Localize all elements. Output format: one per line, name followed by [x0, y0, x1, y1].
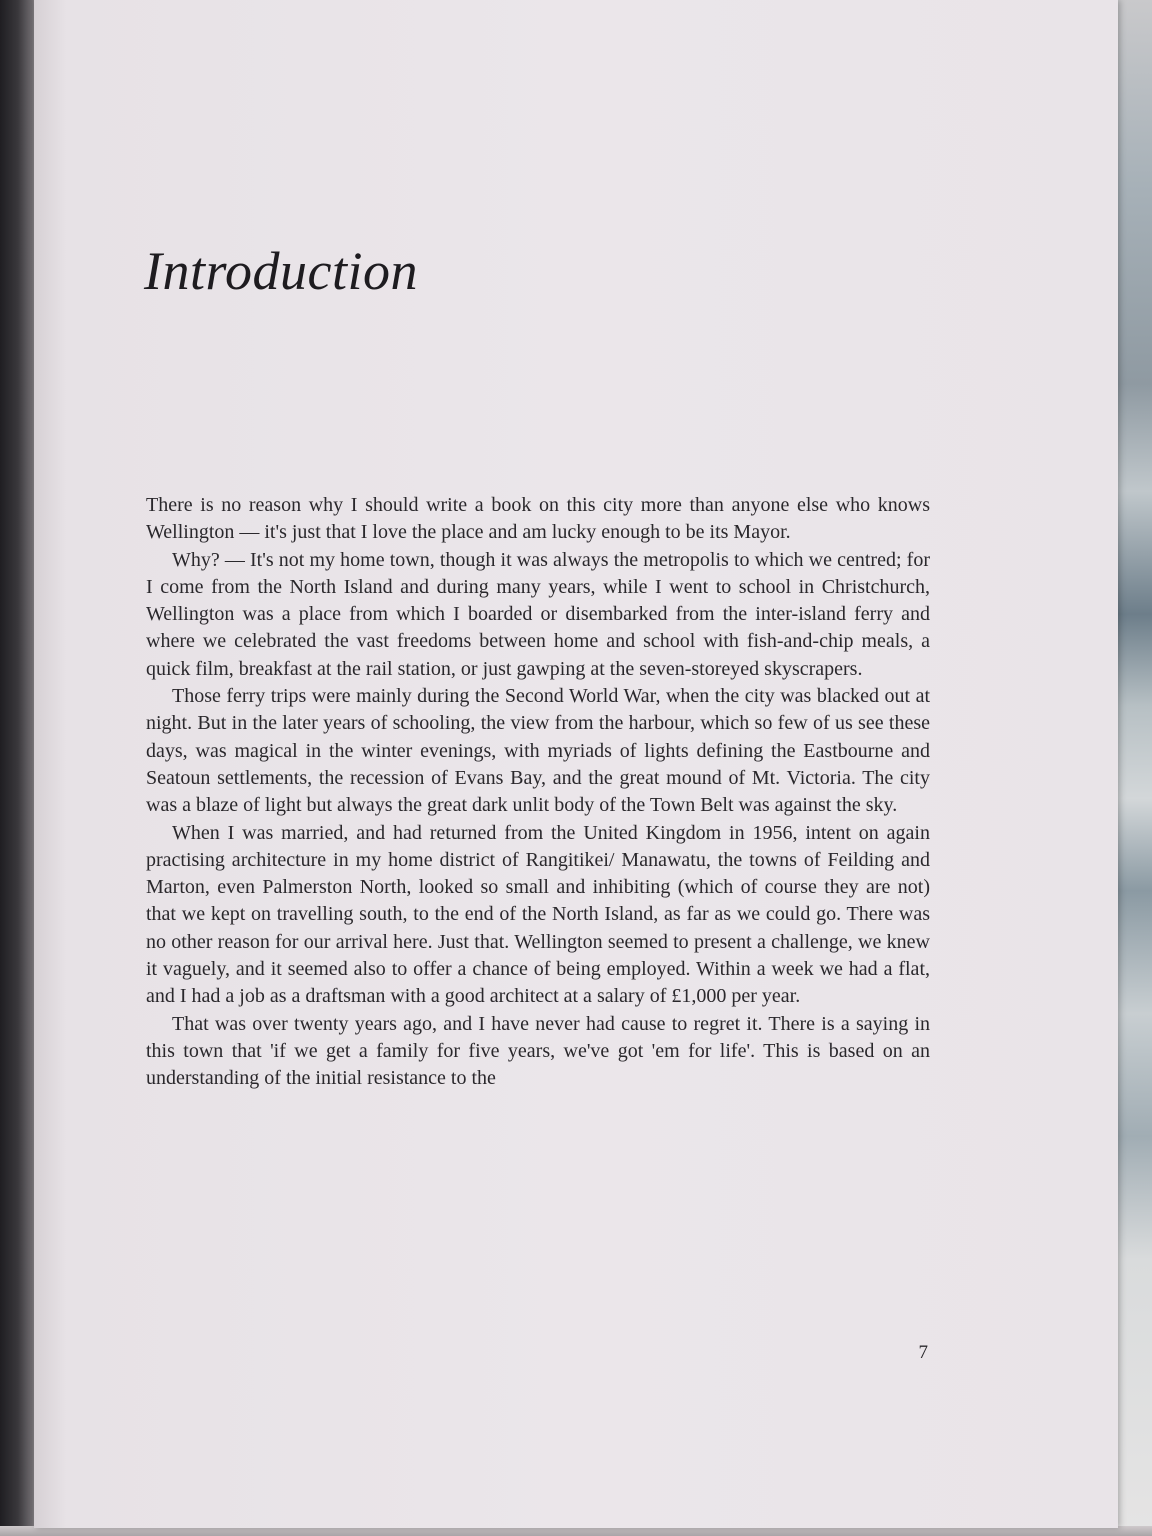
chapter-title: Introduction [144, 241, 418, 301]
paragraph: Why? — It's not my home town, though it was always the metropolis to which we centred; for I come from the North Island and during many years, while I went to school in Christchurch, Wellington was a place from which I boarded or disembarked from the inter-island ferry and where we celebrated the vast freedoms between home and school with fish-and-chip meals, a quick film, breakfast at the rail station, or just gawping at the seven-storeyed skyscrapers. [146, 548, 930, 680]
page-number: 7 [918, 1342, 928, 1363]
book-cover-edge [1112, 0, 1152, 1536]
paragraph: Those ferry trips were mainly during the Second World War, when the city was blacked out at night. But in the later years of schooling, the view from the harbour, which so few of us see these days, was magical in the winter evenings, with myriads of lights defining the Eastbourne and Seatoun settlements, the recession of Evans Bay, and the great mound of Mt. Victoria. The city was a blaze of light but always the great dark unlit body of the Town Belt was against the sky. [146, 685, 930, 817]
body-text [146, 492, 930, 1093]
book-page [34, 0, 1118, 1528]
paragraph: There is no reason why I should write a book on this city more than anyone else who knows Wellington — it's just that I love the place and am lucky enough to be its Mayor. [146, 494, 930, 544]
paragraph: That was over twenty years ago, and I have never had cause to regret it. There is a saying in this town that 'if we get a family for five years, we've got 'em for life'. This is based on an understanding of the initial resistance to the [146, 1012, 930, 1090]
paragraph: When I was married, and had returned from the United Kingdom in 1956, intent on again practising architecture in my home district of Rangitikei/ Manawatu, the towns of Feilding and Marton, even Palmerston North, looked so small and inhibiting (which of course they are not) that we kept on travelling south, to the end of the North Island, as far as we could go. There was no other reason for our arrival here. Just that. Wellington seemed to present a challenge, we knew it vaguely, and it seemed also to offer a chance of being employed. Within a week we had a flat, and I had a job as a draftsman with a good architect at a salary of £1,000 per year. [146, 821, 930, 1008]
